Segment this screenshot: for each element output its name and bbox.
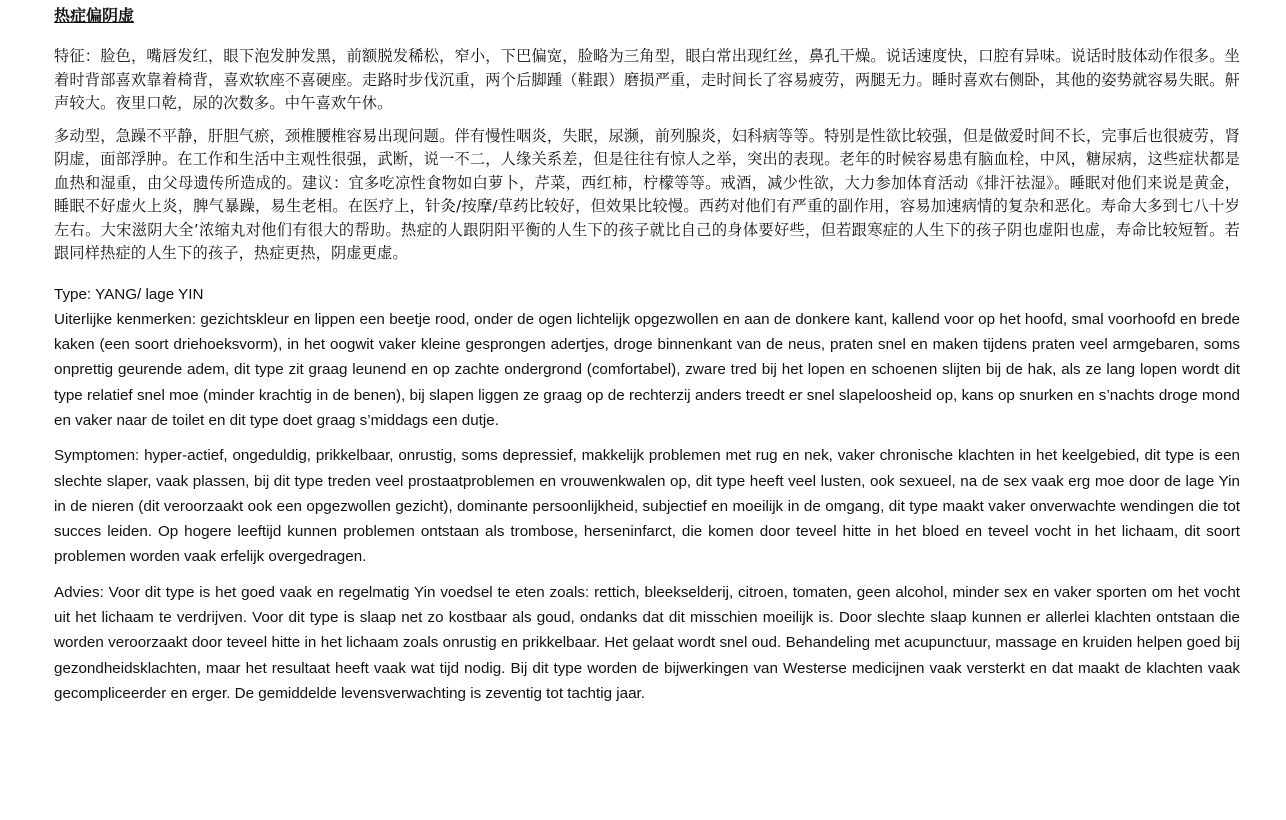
document-page	[54, 4, 1240, 706]
zh-paragraph-characteristics: 特征：脸色，嘴唇发红，眼下泡发肿发黑，前额脱发稀松，窄小，下巴偏宽，脸略为三角型，眼白常出现红丝，鼻孔干燥。说话速度快，口腔有异味。说话时肢体动作很多。坐着时背部喜欢靠着椅背，喜欢软座不喜硬座。走路时步伐沉重，两个后脚踵（鞋跟）磨损严重，走时间长了容易疲劳，两腿无力。睡时喜欢右侧卧，其他的姿势就容易失眠。鼾声较大。夜里口乾，尿的次数多。中午喜欢午休。	[54, 47, 1240, 112]
nl-paragraph-advies: Advies: Voor dit type is het goed vaak en regelmatig Yin voedsel te eten zoals: rettich, bleekselderij, citroen, tomaten, geen alcohol, minder sex en vaker sporten om het vocht uit het lichaam te verdrijven. Voor dit type is slaap net zo kostbaar als goud, ondanks dat dit misschien moeilijk is. Door slechte slaap kunnen er allerlei klachten ontstaan die worden veroorzaakt door teveel hitte in het lichaam zoals onrustig en prikkelbaar. Het gelaat wordt snel oud. Behandeling met acupunctuur, massage en kruiden helpen goed bij gezondheidsklachten, maar het resultaat heeft vaak wat tijd nodig. Bij dit type worden de bijwerkingen van Westerse medicijnen vaak versterkt en dat maakt de klachten vaak gecompliceerder en erger. De gemiddelde levensverwachting is zeventig tot tachtig jaar.	[54, 583, 1240, 702]
nl-type-line: Type: YANG/ lage YIN	[54, 285, 204, 303]
document-title: 热症偏阴虚	[54, 6, 135, 25]
zh-paragraph-symptoms-advice: 多动型，急躁不平静，肝胆气瘀，颈椎腰椎容易出现问题。伴有慢性咽炎，失眠，尿濒，前列腺炎，妇科病等等。特别是性欲比较强，但是做爱时间不长，完事后也很疲劳，肾阴虚，面部浮肿。在工作和生活中主观性很强，武断，说一不二，人缘关系差，但是往往有惊人之举，突出的表现。老年的时候容易患有脑血栓，中风，糖尿病，这些症状都是血热和湿重，由父母遗传所造成的。建议：宜多吃凉性食物如白萝卜，芹菜，西红柿，柠檬等等。戒酒，减少性欲，大力参加体育活动《排汗祛湿》。睡眠对他们来说是黄金，睡眠不好虚火上炎，脾气暴躁，易生老相。在医疗上，针灸/按摩/草药比较好，但效果比较慢。西药对他们有严重的副作用，容易加速病情的复杂和恶化。寿命大多到七八十岁左右。大宋滋阴大全’浓缩丸对他们有很大的帮助。热症的人跟阴阳平衡的人生下的孩子就比自己的身体要好些，但若跟寒症的人生下的孩子阴也虚阳也虚，寿命比较短暂。若跟同样热症的人生下的孩子，热症更热，阴虚更虚。	[54, 126, 1240, 262]
nl-paragraph-kenmerken: Uiterlijke kenmerken: gezichtskleur en lippen een beetje rood, onder de ogen lichtelijk opgezwollen en aan de donkere kant, kallend voor op het hoofd, smal voorhoofd en brede kaken (een soort driehoeksvorm), in het oogwit vaker kleine gesprongen adertjes, droge binnenkant van de neus, praten snel en maken tijdens praten veel armgebaren, soms onprettig geurende adem, dit type zit graag leunend en op zachte ondergrond (comfortabel), zware tred bij het lopen en schoenen slijten bij de hak, als ze lang lopen wordt dit type relatief snel moe (minder krachtig in de benen), bij slapen liggen ze graag op de rechterzij anders treedt er snel slapeloosheid op, kans op snurken en s’nachts droge mond en vaker naar de toilet en dit type doet graag s’middags een dutje.	[54, 310, 1240, 429]
nl-paragraph-symptomen: Symptomen: hyper-actief, ongeduldig, prikkelbaar, onrustig, soms depressief, makkelijk problemen met rug en nek, vaker chronische klachten in het keelgebied, dit type is een slechte slaper, vaak plassen, bij dit type treden veel prostaatproblemen en vrouwenkwalen op, dit type heeft veel lusten, ook sexueel, na de sex vaak erg moe door de lage Yin in de nieren (dit veroorzaakt ook een opgezwollen gezicht), dominante persoonlijkheid, subjectief en moeilijk in de omgang, dit type maakt vaker onverwachte wendingen die tot succes leiden. Op hogere leeftijd kunnen problemen ontstaan als trombose, herseninfarct, die komen door teveel hitte in het bloed en teveel vocht in het lichaam, dit soort problemen worden vaak erfelijk overgedragen.	[54, 447, 1240, 566]
